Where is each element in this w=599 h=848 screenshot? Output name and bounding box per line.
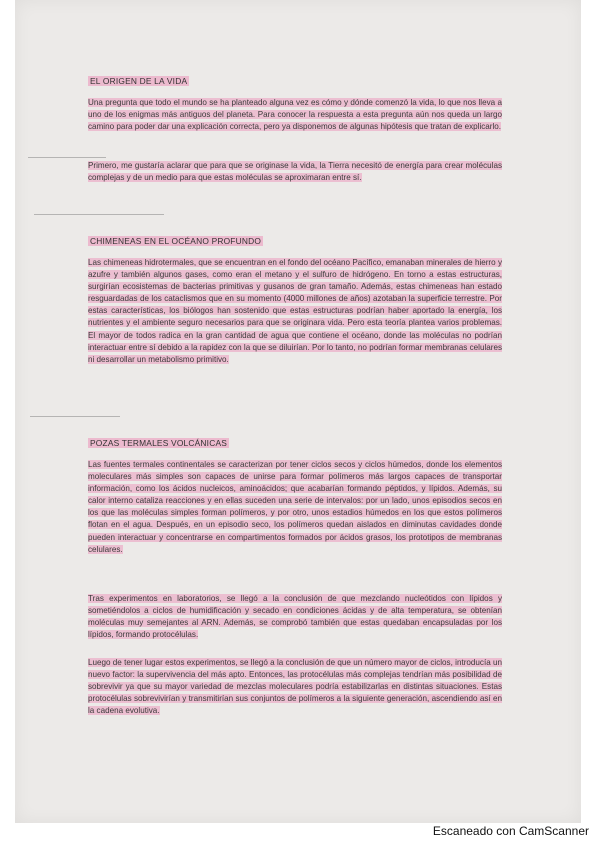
section-heading: CHIMENEAS EN EL OCÉANO PROFUNDO (90, 236, 262, 246)
paragraph: Las chimeneas hidrotermales, que se encuentran en el fondo del océano Pacífico, emanaban minerales de hierro y azufre y también algunos gases, como eran el metano y el sulfuro de hidrógeno. En torno a estas estructuras, surgirían ecosistemas de bacterias primitivas y gusanos de gran tamaño. Además, estas chimeneas han estado resguardadas de los cataclismos que en su momento (4000 millones de años) azotaban la superficie terrestre. Por estas características, los biólogos han sostenido que estas estructuras podrían haber aportado la energía, los nutrientes y el ambiente seguro necesarios para que se originara vida. Pero esta teoría plantea varios problemas. El mayor de todos radica en la gran cantidad de agua que contiene el océano, donde las moléculas no podrían interactuar entre sí debido a la rapidez con la que se diluirían. Por lo tanto, no podrían formar membranas celulares ni desarrollar un metabolismo primitivo. (88, 258, 502, 364)
pencil-line (28, 157, 106, 158)
paragraph: Tras experimentos en laboratorios, se llegó a la conclusión de que mezclando nucleótidos con lípidos y sometiéndolos a ciclos de humidificación y secado en condiciones ácidas y de alta temperatura, se obtenían moléculas muy semejantes al ARN. Además, se comprobó también que estas quedaban encapsuladas por los lípidos, formando protocélulas. (88, 594, 502, 640)
camscanner-watermark: Escaneado con CamScanner (432, 824, 589, 838)
paragraph: Luego de tener lugar estos experimentos, se llegó a la conclusión de que un número mayor de ciclos, introducía un nuevo factor: la supervivencia del más apto. Entonces, las protocélulas más complejas tendrían más posibilidad de sobrevivir ya que su mayor variedad de mezclas moleculares podría estabilizarlas en distintas situaciones. Estas protocélulas sobrevivirían y transmitirían sus conjuntos de polímeros a la siguiente generación, ascendiendo así en la cadena evolutiva. (88, 658, 502, 716)
pencil-line (34, 214, 164, 215)
paragraph: Primero, me gustaría aclarar que para que se originase la vida, la Tierra necesitó de energía para crear moléculas complejas y de un medio para que estas moléculas se aproximaran entre sí. (88, 161, 502, 183)
section-heading: EL ORIGEN DE LA VIDA (90, 76, 188, 86)
pencil-line (30, 416, 120, 417)
section-heading: POZAS TERMALES VOLCÁNICAS (90, 438, 228, 448)
paragraph: Una pregunta que todo el mundo se ha planteado alguna vez es cómo y dónde comenzó la vida, lo que nos lleva a uno de los enigmas más antiguos del planeta. Para conocer la respuesta a esta pregunta aún nos queda un largo camino para poder dar una explicación correcta, pero ya disponemos de algunas hipótesis que tratan de explicarlo. (88, 98, 502, 132)
paragraph: Las fuentes termales continentales se caracterizan por tener ciclos secos y ciclos húmedos, donde los elementos moleculares más simples son capaces de unirse para formar polímeros más largos capaces de transportar información, como los ácidos nucleicos, aminoácidos; que acabarían formando péptidos, y lípidos. Además, su calor interno cataliza reacciones y en ellas suceden una serie de intervalos: por un lado, unos episodios secos en los que las moléculas simples forman polímeros, y por otro, unos estadios húmedos en los que estos polímeros flotan en el agua. Después, en un episodio seco, los polímeros quedan aislados en diminutas cavidades donde pueden interactuar y concentrarse en compartimentos formados por ácidos grasos, los prototipos de membranas celulares. (88, 460, 502, 554)
